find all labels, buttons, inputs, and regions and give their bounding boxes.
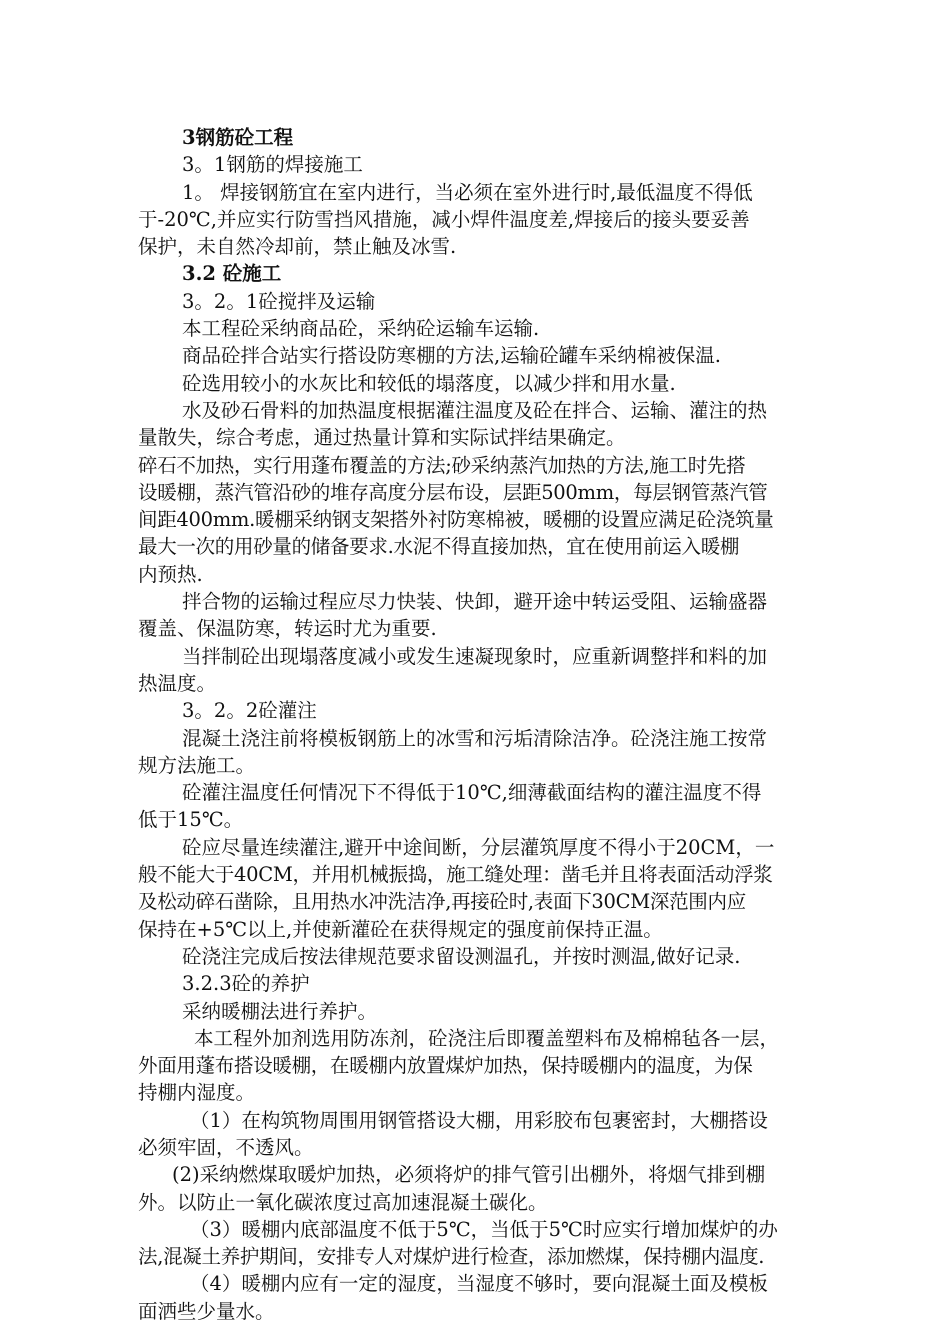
paragraph-line: 间距400mm.暖棚采纳钢支架搭外衬防寒棉被，暖棚的设置应满足砼浇筑量 [138, 508, 774, 532]
paragraph-line: 混凝土浇注前将模板钢筋上的冰雪和污垢清除洁净。砼浇注施工按常 [182, 726, 768, 750]
paragraph-line: 量散失，综合考虑，通过热量计算和实际试拌结果确定。 [138, 426, 626, 450]
paragraph-line: 本工程砼采纳商品砼，采纳砼运输车运输. [182, 317, 540, 341]
paragraph-line: 规方法施工。 [138, 753, 256, 777]
paragraph-line: 于-20℃,并应实行防雪挡风措施，减小焊件温度差,焊接后的接头要妥善 [138, 207, 750, 231]
paragraph-line: 保持在+5℃以上,并使新灌砼在获得规定的强度前保持正温。 [138, 917, 663, 941]
paragraph-line: 采纳暖棚法进行养护。 [182, 999, 378, 1023]
paragraph-line: 般不能大于40CM，并用机械振捣，施工缝处理：凿毛并且将表面活动浮浆 [138, 863, 773, 887]
section-heading-3-2: 3.2 砼施工 [182, 262, 282, 286]
list-item-line: （1）在构筑物周围用钢管搭设大棚，用彩胶布包裹密封，大棚搭设 [190, 1108, 768, 1132]
paragraph-line: 商品砼拌合站实行搭设防寒棚的方法,运输砼罐车采纳棉被保温. [182, 344, 721, 368]
section-heading-3-2-2: 3。2。2砼灌注 [182, 699, 317, 723]
paragraph-line: 砼选用较小的水灰比和较低的塌落度，以减少拌和用水量. [182, 371, 676, 395]
paragraph-line: 当拌制砼出现塌落度减小或发生速凝现象时，应重新调整拌和料的加 [182, 644, 768, 668]
paragraph-line: 及松动碎石凿除，且用热水冲洗洁净,再接砼时,表面下30CM深范围内应 [138, 890, 746, 914]
paragraph-line: 本工程外加剂选用防冻剂，砼浇注后即覆盖塑料布及棉棉毡各一层， [194, 1026, 780, 1050]
paragraph-line: 最大一次的用砂量的储备要求.水泥不得直接加热，宜在使用前运入暖棚 [138, 535, 740, 559]
section-heading-3-1: 3。1钢筋的焊接施工 [182, 153, 363, 177]
paragraph-line: 设暖棚，蒸汽管沿砂的堆存高度分层布设，层距500mm，每层钢管蒸汽管 [138, 480, 768, 504]
paragraph-line: 覆盖、保温防寒，转运时尤为重要. [138, 617, 437, 641]
list-item-line: 外。以防止一氧化碳浓度过高加速混凝土碳化。 [138, 1190, 548, 1214]
section-heading-3-2-1: 3。2。1砼搅拌及运输 [182, 289, 376, 313]
paragraph-line: 热温度。 [138, 671, 217, 695]
list-item-line: 必须牢固，不透风。 [138, 1135, 314, 1159]
list-item-line: 法,混凝土养护期间，安排专人对煤炉进行检查，添加燃煤，保持棚内温度. [138, 1245, 765, 1269]
paragraph-line: 砼应尽量连续灌注,避开中途间断，分层灌筑厚度不得小于20CM，一 [182, 835, 775, 859]
paragraph-line: 外面用蓬布搭设暖棚，在暖棚内放置煤炉加热，保持暖棚内的温度，为保 [138, 1054, 753, 1078]
paragraph-line: 砼浇注完成后按法律规范要求留设测温孔，并按时测温,做好记录. [182, 944, 741, 968]
document-body [138, 124, 862, 1325]
paragraph-line: 碎石不加热，实行用蓬布覆盖的方法;砂采纳蒸汽加热的方法,施工时先搭 [138, 453, 746, 477]
section-heading-3: 3钢筋砼工程 [182, 126, 294, 149]
paragraph-line: 水及砂石骨料的加热温度根据灌注温度及砼在拌合、运输、灌注的热 [182, 398, 768, 422]
list-item-line: (2)采纳燃煤取暖炉加热，必须将炉的排气管引出棚外，将烟气排到棚 [172, 1163, 766, 1187]
paragraph-line: 低于15℃。 [138, 808, 244, 832]
paragraph-line: 1。 焊接钢筋宜在室内进行，当必须在室外进行时,最低温度不得低 [182, 180, 753, 204]
paragraph-line: 保护，未自然冷却前，禁止触及冰雪. [138, 235, 457, 259]
paragraph-line: 砼灌注温度任何情况下不得低于10℃,细薄截面结构的灌注温度不得 [182, 781, 762, 805]
paragraph-line: 持棚内湿度。 [138, 1081, 256, 1105]
list-item-line: （3）暖棚内底部温度不低于5℃，当低于5℃时应实行增加煤炉的办 [190, 1217, 778, 1241]
paragraph-line: 拌合物的运输过程应尽力快装、快卸，避开途中转运受阻、运输盛器 [182, 590, 768, 614]
list-item-line: （4）暖棚内应有一定的湿度，当湿度不够时，要向混凝土面及模板 [190, 1272, 768, 1296]
list-item-line: 面洒些少量水。 [138, 1299, 275, 1323]
paragraph-line: 内预热. [138, 562, 203, 586]
section-heading-3-2-3: 3.2.3砼的养护 [182, 972, 310, 996]
